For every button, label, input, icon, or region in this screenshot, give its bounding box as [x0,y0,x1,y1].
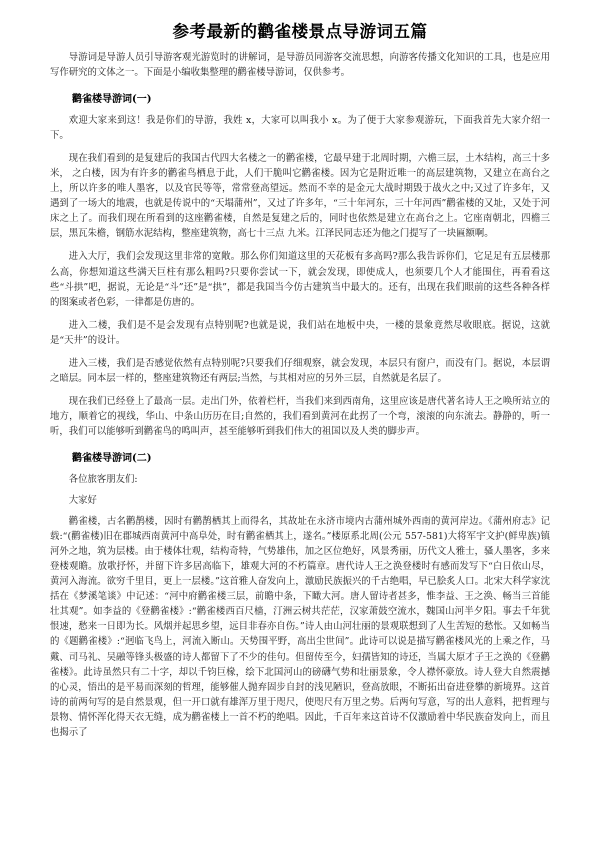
section2-greeting: 各位旅客朋友们: [68,473,138,485]
section2-body: 鹳雀楼，古名鹳鹊楼，因时有鹳鹊栖其上而得名，其故址在永济市境内古蒲州城外西南的黄河岸边。《蒲州府志》记载:“(鹳雀楼)旧在郡城西南黄河中高阜处，时有鹳雀栖其上，遂名。”楼原系北周(公元 557-581)大将军宇文护(鲜卑族)镇河外之地，筑为层楼。由于楼体壮观，结构奇特，气势雄伟，加之区位绝好，风景秀丽，历代文人雅士，骚人墨客，多来登楼观瞻。放歌抒怀，并留下许多居高临下，雄观大河的不朽篇章。唐代诗人王之涣登楼时有感而发写下“白日依山尽，黄河入海流。欲穷千里目，更上一层楼。”这首雅人奋发向上，激励民族振兴的千古绝唱，早已脍炙人口。北宋大科学家沈括在《梦溪笔谈》中记述：“河中府鹳雀楼三层，前瞻中条，下瞰大河。唐人留诗者甚多，惟李益、王之涣、畅当三首能壮其观”。如李益的《登鹳雀楼》:“鹳雀楼西百尺樯，汀洲云树共茫茫，汉家萧鼓空流水，魏国山河半夕阳。事去千年犹恨速，愁来一日即为长。风烟并起思乡望，远目非春亦自伤。”诗人由山河壮丽的景观联想到了人生苦短的愁怅。又如畅当的《题鹳雀楼》:“迥临飞鸟上，河流入断山。天势围平野，高出尘世间”。此诗可以说是描写鹳雀楼风光的上乘之作，马戴、司马礼、吴融等锋头极盛的诗人都留下了不少的佳句。但留传至今，妇孺皆知的诗还，当属大原才子王之涣的《登鹳雀楼》。此诗虽然只有二十字，却以千钧巨椽，绘下北国河山的磅礴气势和壮丽景象，令人襟怀豪放。诗人登大自然震撼的心灵，悟出的是平易而深刻的哲理，能够催人抛弃固步自封的浅见陋识，登高放眼，不断拓出奋进登攀的新境界。这首诗的前两句写的是自然景观，但一开口就有雄浑万里于咫尺，使咫尺有万里之势。后两句写意，写的出人意料，把哲理与景物、情怀浑化得天衣无缝，成为鹳雀楼上一首不朽的绝唱。因此，千百年来这首诗不仅激励着中华民族奋发向上，而且也揭示了 [50,516,550,738]
section2-heading: 鹳雀楼导游词(二) [72,452,152,464]
page-title: 参考最新的鹳雀楼景点导游词五篇 [172,22,428,41]
section1-paragraph-6: 现在我们已经登上了最高一层。走出门外，依着栏杆，当我们来到西南角，这里应该是唐代著名诗人王之唤所站立的地方，顺着它的视线，华山、中条山历历在目;自然的，我们看到黄河在此拐了一个弯，滚滚的向东流去。静静的，听一听，我们可以能够听到鹳雀鸟的鸣叫声，甚至能够听到我们伟大的祖国以及人类的脚步声。 [50,395,550,437]
section1-paragraph-3: 进入大厅，我们会发现这里非常的宽敞。那么你们知道这里的天花板有多高吗?那么我告诉你们，它足足有五层楼那么高，你想知道这些满天巨柱有那么粗吗?只要你尝试一下，就会发现，即使成人，也须要几个人才能围住，再看看这些“斗拱”吧，据说，无论是“斗”还”是“拱”，都是我国当今仿古建筑当中最大的。还有，出现在我们眼前的这些各种各样的图案或者色彩，一律都是仿唐的。 [50,251,550,308]
section1-heading: 鹳雀楼导游词(一) [72,94,152,106]
section1-paragraph-1: 欢迎大家来到这！我是你们的导游，我姓 x，大家可以叫我小 x。为了便于大家参观游玩，下面我首先大家介绍一下。 [50,115,550,142]
section1-paragraph-2: 现在我们看到的是复建后的我国古代四大名楼之一的鹳雀楼，它最早建于北周时期，六檐三层，土木结构，高三十多米， 之白楼，因为有许多的鹳雀鸟栖息于此，人们干脆叫它鹳雀楼。因为它是附近唯一的高层建筑物，又建立在高台之上，所以许多的唯人墨客，以及官民等等，常常登高望远。然而不幸的是金元大战时期毁于战火之中;又过了许多年，又遇到了一场大的地震，也就是传说中的“天塌蒲州”，又过了许多年，“三十年河东，三十年河西”鹳雀楼的又址，又处于河床之上了。而我们现在所看到的这座鹳雀楼，自然是复建之后的，同时也依然是建立在高台之上。它座南朝北，四檐三层，黑瓦朱檐，钢筋水泥结构，整座建筑物，高七十三点 九米。江泽民同志还为他之门提写了一块匾额啊。 [50,153,550,240]
section2-hello: 大家好 [68,495,97,507]
intro-paragraph: 导游词是导游人员引导游客观光游览时的讲解词，是导游员同游客交流思想，向游客传播文化知识的工具，也是应用写作研究的文体之一。下面是小编收集整理的鹳雀楼导游词，仅供参考。 [50,52,550,79]
section1-paragraph-5: 进入三楼，我们是否感觉依然有点特别呢?只要我们仔细观察，就会发现，本层只有窗户，而没有门。据说，本层谓之暗层。同本层一样的，整座建筑物还有两层;当然，与其相对应的另外三层，自然就是名层了。 [50,357,550,384]
section1-paragraph-4: 进入二楼，我们是不是会发现有点特别呢?也就是说，我们站在地板中央，一楼的景象竟然尽收眼底。据说，这就是“天井”的设计。 [50,319,550,346]
